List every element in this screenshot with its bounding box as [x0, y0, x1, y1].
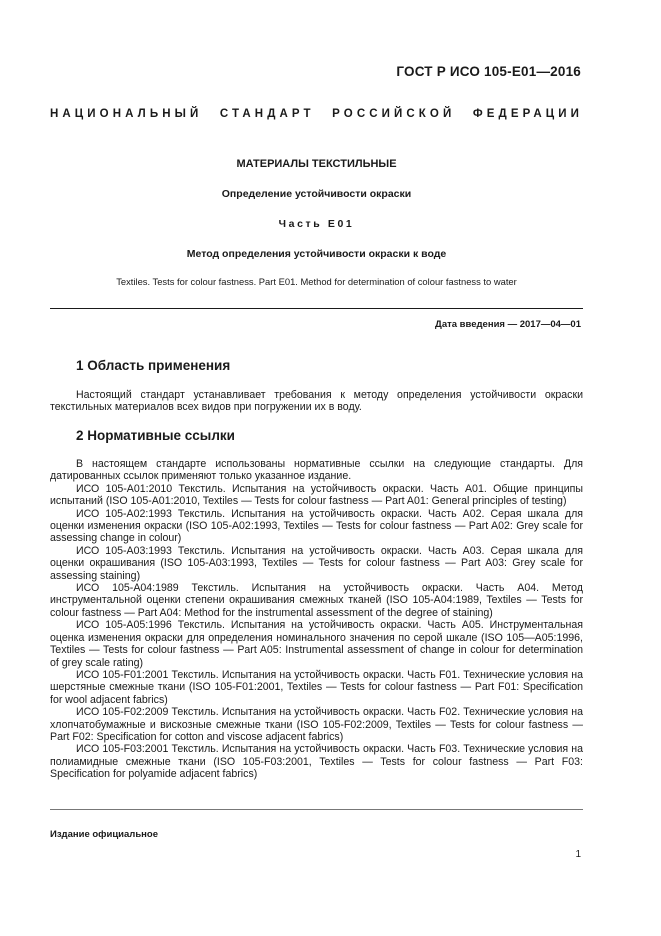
- reference-item: ИСО 105-F03:2001 Текстиль. Испытания на устойчивость окраски. Часть F03. Технические условия на полиамидные смежные ткани (ISO 105-F03:2001, Textiles — Tests for colour fastness — Part F03: Specification for polyamide adjacent fabrics): [50, 743, 583, 781]
- reference-item: ИСО 105-A02:1993 Текстиль. Испытания на устойчивость окраски. Часть A02. Серая шкала для оценки изменения окраски (ISO 105-A02:1993, Textiles — Tests for colour fastness — Part A02: Grey scale for assessing change in colour): [50, 507, 583, 545]
- section-1-heading: 1 Область применения: [76, 358, 231, 373]
- reference-item: ИСО 105-A04:1989 Текстиль. Испытания на устойчивость окраски. Часть A04. Метод инструментальной оценки степени окрашивания смежных тканей (ISO 105-A04:1989, Textiles — Tests for colour fastness — Part A04: Method for the instrumental assessment of the degree of staining): [50, 582, 583, 619]
- introduction-date: Дата введения — 2017—04—01: [435, 319, 581, 330]
- official-publication-label: Издание официальное: [50, 829, 158, 840]
- reference-item: ИСО 105-F02:2009 Текстиль. Испытания на устойчивость окраски. Часть F02. Технические условия на хлопчатобумажные и вискозные смежные ткани (ISO 105-F02:2009, Textiles — Tests for colour fastness — Part F02: Specification for cotton and viscose adjacent fabrics): [50, 706, 583, 743]
- title-part: Часть E01: [278, 218, 355, 230]
- title-divider: [50, 308, 583, 309]
- reference-intro: В настоящем стандарте использованы нормативные ссылки на следующие стандарты. Для датированных ссылок применяют только указанное издание.: [50, 458, 583, 483]
- reference-item: ИСО 105-A05:1996 Текстиль. Испытания на устойчивость окраски. Часть A05. Инструментальная оценка изменения окраски для определения номинального значения по серой шкале (ISO 105—A05:1996, Textiles — Tests for colour fastness — Part A05: Instrumental assessment of change in colour for determination of grey scale rating): [50, 619, 583, 669]
- normative-references: [50, 458, 583, 781]
- title-method: Метод определения устойчивости окраски к воде: [186, 248, 447, 260]
- title-main: МАТЕРИАЛЫ ТЕКСТИЛЬНЫЕ: [236, 158, 397, 170]
- title-subject: Определение устойчивости окраски: [221, 188, 412, 200]
- document-code: ГОСТ Р ИСО 105-E01—2016: [396, 64, 581, 79]
- page-number: 1: [575, 849, 581, 860]
- english-title: Textiles. Tests for colour fastness. Part E01. Method for determination of colour fastness to water: [116, 276, 517, 287]
- reference-item: ИСО 105-F01:2001 Текстиль. Испытания на устойчивость окраски. Часть F01. Технические условия на шерстяные смежные ткани (ISO 105-F01:2001, Textiles — Tests for colour fastness — Part F01: Specification for wool adjacent fabrics): [50, 668, 583, 706]
- footer-divider: [50, 809, 583, 810]
- section-1-text: Настоящий стандарт устанавливает требования к методу определения устойчивости окраски текстильных материалов всех видов при погружении их в воду.: [50, 389, 583, 414]
- reference-item: ИСО 105-A01:2010 Текстиль. Испытания на устойчивость окраски. Часть A01. Общие принципы испытаний (ISO 105-A01:2010, Textiles — Tests for colour fastness — Part A01: General principles of testing): [50, 482, 583, 508]
- national-standard-banner: НАЦИОНАЛЬНЫЙ СТАНДАРТ РОССИЙСКОЙ ФЕДЕРАЦИИ: [50, 108, 583, 120]
- reference-item: ИСО 105-A03:1993 Текстиль. Испытания на устойчивость окраски. Часть A03. Серая шкала для оценки окрашивания (ISO 105-A03:1993, Textiles — Tests for colour fastness — Part A03: Grey scale for assessing staining): [50, 544, 583, 582]
- section-2-heading: 2 Нормативные ссылки: [76, 428, 235, 443]
